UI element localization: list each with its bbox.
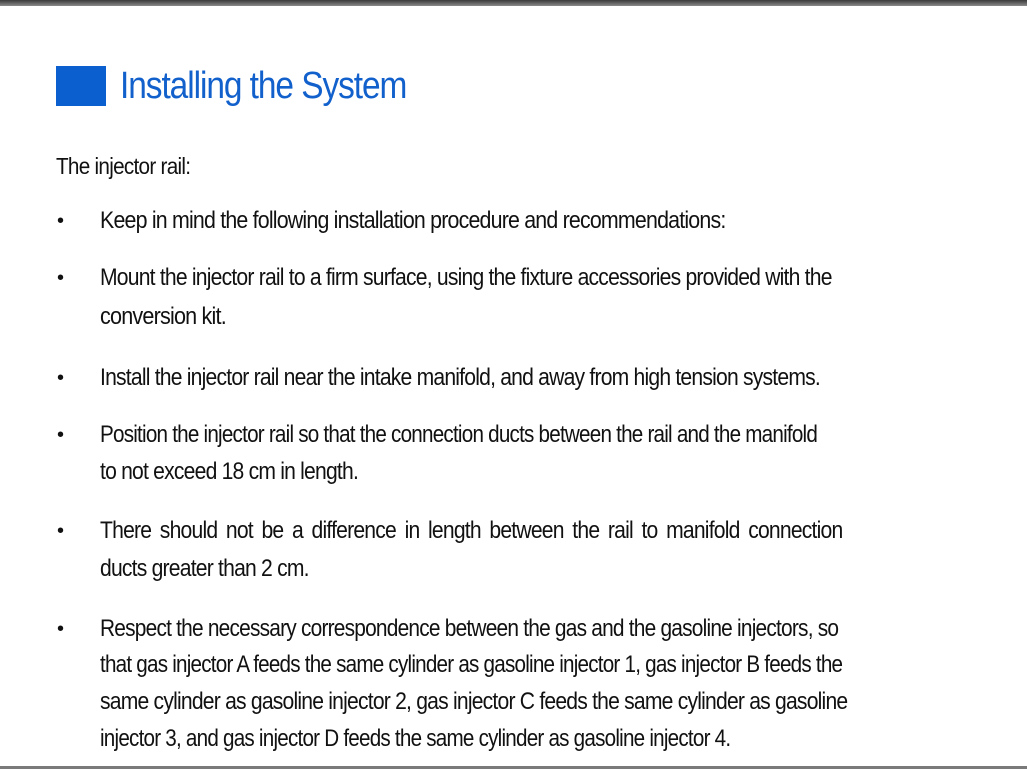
section-subtitle: The injector rail: (56, 153, 191, 179)
list-item-line: Mount the injector rail to a firm surface, using the fixture accessories provided with the (100, 264, 832, 291)
list-item-line: Position the injector rail so that the connection ducts between the rail and the manifold (100, 421, 818, 448)
bullet-icon: • (57, 424, 65, 446)
bullet-icon: • (57, 210, 65, 232)
bullet-icon: • (57, 367, 65, 389)
list-item-line: that gas injector A feeds the same cylinder as gasoline injector 1, gas injector B feeds the (100, 651, 843, 678)
list-item-line: conversion kit. (100, 303, 226, 330)
list-item-line: injector 3, and gas injector D feeds the same cylinder as gasoline injector 4. (100, 725, 731, 752)
list-item-line: to not exceed 18 cm in length. (100, 458, 359, 485)
bullet-icon: • (57, 267, 65, 289)
list-item-line: There should not be a difference in length between the rail to manifold connection (100, 517, 843, 544)
list-item-line: ducts greater than 2 cm. (100, 555, 309, 582)
list-item-line: Respect the necessary correspondence between the gas and the gasoline injectors, so (100, 615, 839, 642)
bullet-icon: • (57, 618, 65, 640)
list-item-line: Install the injector rail near the intake manifold, and away from high tension systems. (100, 364, 820, 391)
bullet-icon: • (57, 520, 65, 542)
list-item-line: same cylinder as gasoline injector 2, gas injector C feeds the same cylinder as gasoline (100, 688, 848, 715)
list-item-line: Keep in mind the following installation procedure and recommendations: (100, 207, 726, 234)
slide-title: Installing the System (120, 64, 407, 107)
